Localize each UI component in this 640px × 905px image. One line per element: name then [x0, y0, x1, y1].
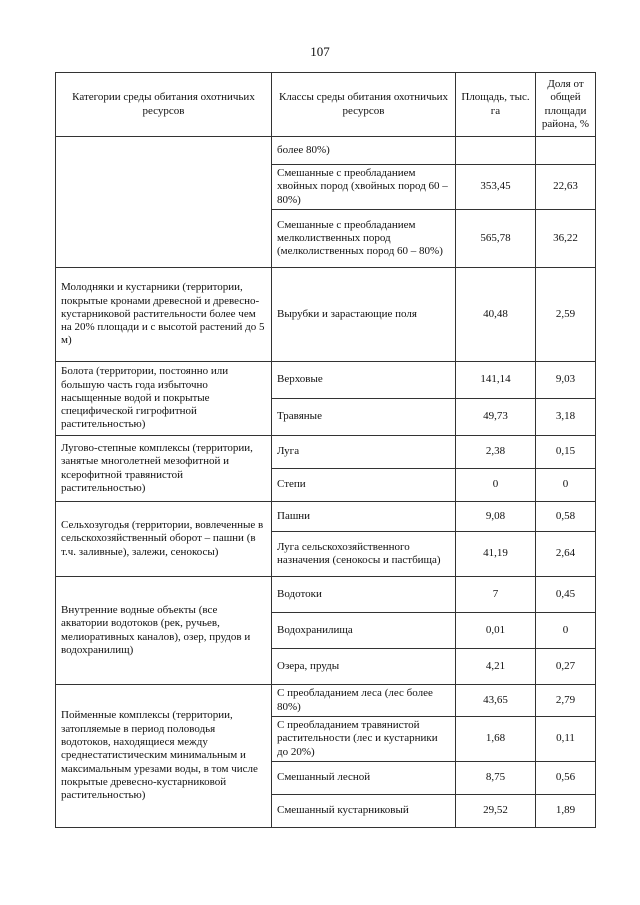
share-cell: 0 — [536, 613, 596, 649]
class-cell: более 80%) — [272, 137, 456, 165]
share-cell: 2,59 — [536, 268, 596, 362]
class-cell: С преобладанием травянистой растительности (лес и кустарники до 20%) — [272, 717, 456, 762]
category-cell: Лугово-степные комплексы (территории, занятые многолетней мезофитной и ксерофитной травянистой растительностью) — [56, 436, 272, 502]
share-cell: 2,64 — [536, 532, 596, 577]
category-cell: Пойменные комплексы (территории, затопляемые в период половодья водотоков, находящиеся между среднестатистическим минимальным и максимальным урезами воды, в том числе покрытые древесно-кустарниковой растительностью) — [56, 685, 272, 828]
share-cell: 0,58 — [536, 502, 596, 532]
share-cell: 0,11 — [536, 717, 596, 762]
share-cell: 0,27 — [536, 649, 596, 685]
class-cell: Смешанный кустарниковый — [272, 795, 456, 828]
area-cell: 40,48 — [456, 268, 536, 362]
class-cell: Верховые — [272, 362, 456, 399]
page-number: 107 — [310, 44, 330, 59]
area-cell: 8,75 — [456, 762, 536, 795]
area-cell: 4,21 — [456, 649, 536, 685]
category-cell: Болота (территории, постоянно или большую часть года избыточно насыщенные водой и покрытые специфической гигрофитной растительностью) — [56, 362, 272, 436]
area-cell: 0 — [456, 469, 536, 502]
area-cell: 1,68 — [456, 717, 536, 762]
area-cell: 353,45 — [456, 165, 536, 210]
share-cell: 0,15 — [536, 436, 596, 469]
table-header-row — [56, 73, 596, 137]
area-cell: 0,01 — [456, 613, 536, 649]
share-cell: 9,03 — [536, 362, 596, 399]
habitat-table — [55, 72, 596, 828]
class-cell: Травяные — [272, 399, 456, 436]
share-cell: 1,89 — [536, 795, 596, 828]
class-cell: Вырубки и зарастающие поля — [272, 268, 456, 362]
class-cell: Водохранилища — [272, 613, 456, 649]
share-cell: 22,63 — [536, 165, 596, 210]
class-cell: Степи — [272, 469, 456, 502]
share-cell: 0,56 — [536, 762, 596, 795]
share-cell: 0 — [536, 469, 596, 502]
category-cell: Внутренние водные объекты (все акватории водотоков (рек, ручьев, мелиоративных каналов), озер, прудов и водохранилищ) — [56, 577, 272, 685]
category-cell — [56, 137, 272, 268]
table-row — [56, 268, 596, 362]
area-cell: 7 — [456, 577, 536, 613]
area-cell: 2,38 — [456, 436, 536, 469]
class-cell: Пашни — [272, 502, 456, 532]
table-row — [56, 436, 596, 469]
class-cell: Луга — [272, 436, 456, 469]
share-cell — [536, 137, 596, 165]
class-cell: Водотоки — [272, 577, 456, 613]
category-cell: Молодняки и кустарники (территории, покрытые кронами древесной и древесно-кустарниковой растительности более чем на 20% площади и с высотой растений до 5 м) — [56, 268, 272, 362]
class-cell: Луга сельскохозяйственного назначения (сенокосы и пастбища) — [272, 532, 456, 577]
area-cell: 41,19 — [456, 532, 536, 577]
table-row — [56, 577, 596, 613]
table-row — [56, 502, 596, 532]
table-row — [56, 137, 596, 165]
share-cell: 3,18 — [536, 399, 596, 436]
table-row — [56, 685, 596, 717]
class-cell: Озера, пруды — [272, 649, 456, 685]
class-cell: С преобладанием леса (лес более 80%) — [272, 685, 456, 717]
share-cell: 36,22 — [536, 210, 596, 268]
header-area: Площадь, тыс. га — [456, 73, 536, 137]
class-cell: Смешанные с преобладанием мелколиственных пород (мелколиственных пород 60 – 80%) — [272, 210, 456, 268]
share-cell: 2,79 — [536, 685, 596, 717]
share-cell: 0,45 — [536, 577, 596, 613]
area-cell: 565,78 — [456, 210, 536, 268]
header-class: Классы среды обитания охотничьих ресурсов — [272, 73, 456, 137]
class-cell: Смешанный лесной — [272, 762, 456, 795]
header-share: Доля от общей площади района, % — [536, 73, 596, 137]
area-cell: 9,08 — [456, 502, 536, 532]
area-cell: 141,14 — [456, 362, 536, 399]
area-cell: 49,73 — [456, 399, 536, 436]
area-cell: 29,52 — [456, 795, 536, 828]
area-cell — [456, 137, 536, 165]
table-row — [56, 362, 596, 399]
category-cell: Сельхозугодья (территории, вовлеченные в сельскохозяйственный оборот – пашни (в т.ч. заливные), залежи, сенокосы) — [56, 502, 272, 577]
header-category: Категории среды обитания охотничьих ресурсов — [56, 73, 272, 137]
area-cell: 43,65 — [456, 685, 536, 717]
class-cell: Смешанные с преобладанием хвойных пород (хвойных пород 60 – 80%) — [272, 165, 456, 210]
